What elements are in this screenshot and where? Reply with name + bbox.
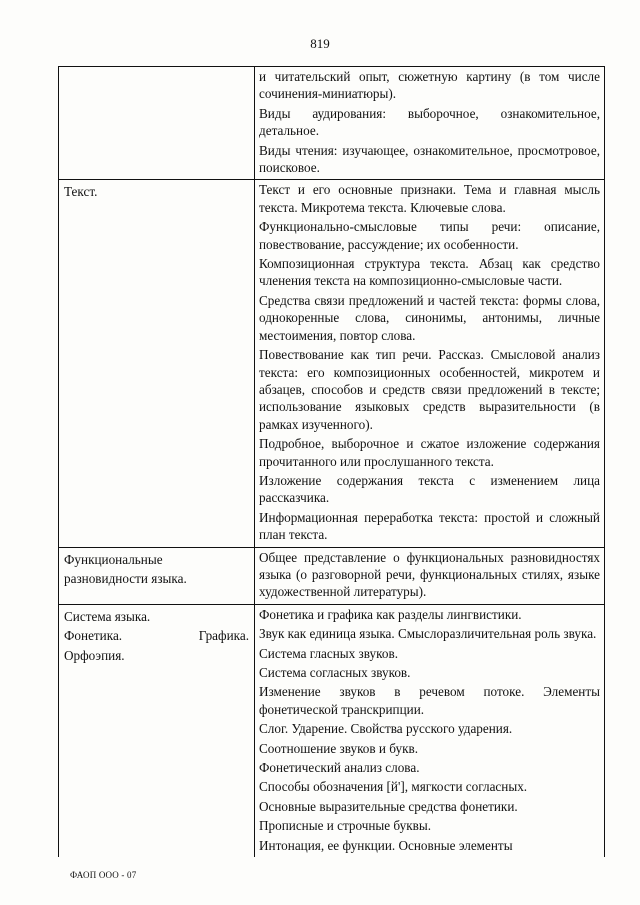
topic-label: Текст. [64, 184, 98, 200]
content-paragraph: Изложение содержания текста с изменением лица рассказчика. [259, 472, 600, 506]
page-number: 819 [310, 36, 330, 51]
table-row [59, 67, 604, 180]
content-paragraph: Интонация, ее функции. Основные элементы [259, 837, 513, 853]
content-paragraph: Соотношение звуков и букв. [259, 740, 419, 756]
content-paragraph: Система гласных звуков. [259, 645, 398, 661]
content-paragraph: Виды чтения: изучающее, ознакомительное, просмотровое, поисковое. [259, 142, 600, 176]
content-paragraph: Виды аудирования: выборочное, ознакомительное, детальное. [259, 105, 600, 139]
topic-label: разновидности языка. [64, 571, 187, 587]
topic-cell [59, 180, 255, 546]
content-paragraph: Звук как единица языка. Смыслоразличительная роль звука. [259, 626, 597, 642]
table-row [59, 548, 604, 605]
content-cell [255, 548, 604, 604]
content-cell [255, 67, 604, 179]
content-paragraph: Основные выразительные средства фонетики. [259, 798, 518, 814]
content-paragraph: Информационная переработка текста: простой и сложный план текста. [259, 509, 600, 543]
content-paragraph: Функционально-смысловые типы речи: описание, повествование, рассуждение; их особенности. [259, 219, 600, 252]
content-paragraph: Текст и его основные признаки. Тема и главная мысль текста. Микротема текста. Ключевые слова. [259, 182, 600, 215]
topic-cell [59, 548, 255, 604]
content-paragraph: Средства связи предложений и частей текста: формы слова, однокоренные слова, синонимы, антонимы, личные местоимения, повтор слова. [259, 292, 600, 343]
content-paragraph: Способы обозначения [й'], мягкости согласных. [259, 779, 528, 795]
topic-label: Система языка. [64, 608, 151, 624]
table-row [59, 180, 604, 547]
topic-label: Орфоэпия. [64, 647, 125, 663]
document-footer: ФАОП ООО - 07 [70, 870, 137, 880]
content-paragraph: Слог. Ударение. Свойства русского ударения. [259, 721, 513, 737]
content-cell [255, 180, 604, 546]
content-paragraph: Изменение звуков в речевом потоке. Элементы фонетической транскрипции. [259, 684, 600, 717]
topic-label: Фонетика. Графика. [64, 628, 249, 644]
content-cell [255, 605, 604, 857]
content-paragraph: и читательский опыт, сюжетную картину (в том числе сочинения-миниатюры). [259, 69, 600, 102]
table-row [59, 605, 604, 857]
topic-cell [59, 67, 255, 179]
content-paragraph: Система согласных звуков. [259, 665, 411, 680]
content-paragraph: Фонетический анализ слова. [259, 760, 420, 776]
content-paragraph: Общее представление о функциональных разновидностях языка (о разговорной речи, функциональных стилях, языке художественной литературы). [259, 549, 600, 600]
content-paragraph: Композиционная структура текста. Абзац как средство членения текста на композиционно-смысловые части. [259, 256, 600, 289]
curriculum-table [58, 66, 605, 857]
content-paragraph: Подробное, выборочное и сжатое изложение содержания прочитанного или прослушанного текста. [259, 436, 600, 469]
topic-cell [59, 605, 255, 857]
topic-label: Функциональные [64, 551, 163, 567]
content-paragraph: Фонетика и графика как разделы лингвистики. [259, 606, 522, 622]
content-paragraph: Прописные и строчные буквы. [259, 818, 432, 834]
content-paragraph: Повествование как тип речи. Рассказ. Смысловой анализ текста: его композиционных особенностей, микротем и абзацев, способов и средств связи предложений в тексте; использование языковых средств выразительности (в рамках изученного). [259, 347, 600, 432]
